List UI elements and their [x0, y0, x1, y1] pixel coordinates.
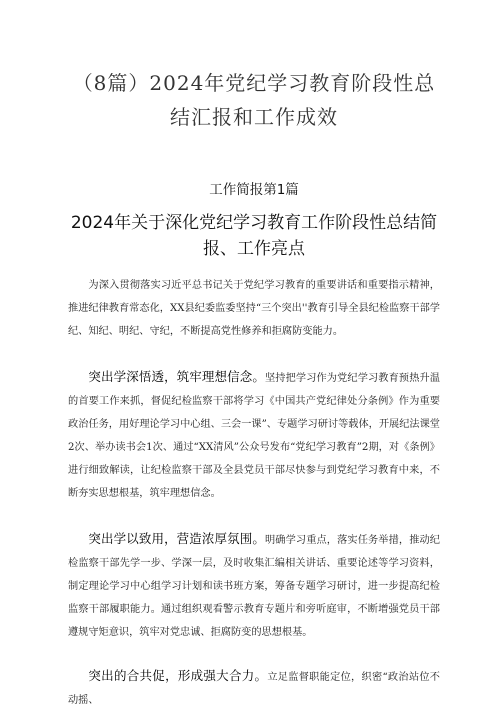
paragraph-practice	[68, 527, 440, 644]
paragraph-lead: 突出学以致用，营造浓厚氛围。	[88, 531, 265, 546]
section-label: 工作简报第1篇	[209, 182, 299, 198]
paragraph-text: 为深入贯彻落实习近平总书记关于党纪学习教育的重要讲话和重要指示精神，推进纪律教育常态化，XX县纪委监委坚持“三个突出''教育引导全县纪检监察干部学纪、知纪、明纪、守纪，不断提高党性修养和拒腐防变能力。	[68, 280, 440, 337]
main-title: （8篇）2024年党纪学习教育阶段性总结汇报和工作成效	[72, 71, 436, 129]
paragraph-text: 立足监督职能定位，织密“政治站位不动摇、	[68, 672, 440, 706]
paragraph-lead: 突出的合共促，形成强大合力。	[88, 668, 268, 683]
paragraph-text: 明确学习重点，落实任务举措，推动纪检监察干部先学一步、学深一层，及时收集汇编相关讲话、重要论述等学习资料，制定理论学习中心组学习计划和读书班方案，筹备专题学习研讨，进一步提高纪检监察干部履职能力。通过组织观看警示教育专题片和旁听庭审，不断增强党员干部遵规守矩意识，筑牢对党忠诚、拒腐防变的思想根基。	[68, 535, 440, 638]
paragraph-study	[68, 365, 440, 505]
paragraph-synergy	[68, 664, 440, 712]
paragraph-text: 坚持把学习作为党纪学习教育预热升温的首要工作来抓，督促纪检监察干部将学习《中国共产党纪律处分条例》作为重要政治任务，用好理论学习中心组、三会一课”、专题学习研讨等载体，开展纪法课堂2次、举办读书会1次、通过“XX清风”公众号发布“党纪学习教育”2期，对《条例》进行细致解读，让纪检监察干部及全县党员干部尽快参与到党纪学习教育中来，不断夯实思想根基，筑牢理想信念。	[68, 373, 440, 499]
paragraph-intro	[68, 274, 440, 343]
article-title: 2024年关于深化党纪学习教育工作阶段性总结简报、工作亮点	[70, 213, 438, 259]
paragraph-lead: 突出学深悟透，筑牢理想信念。	[88, 369, 265, 384]
